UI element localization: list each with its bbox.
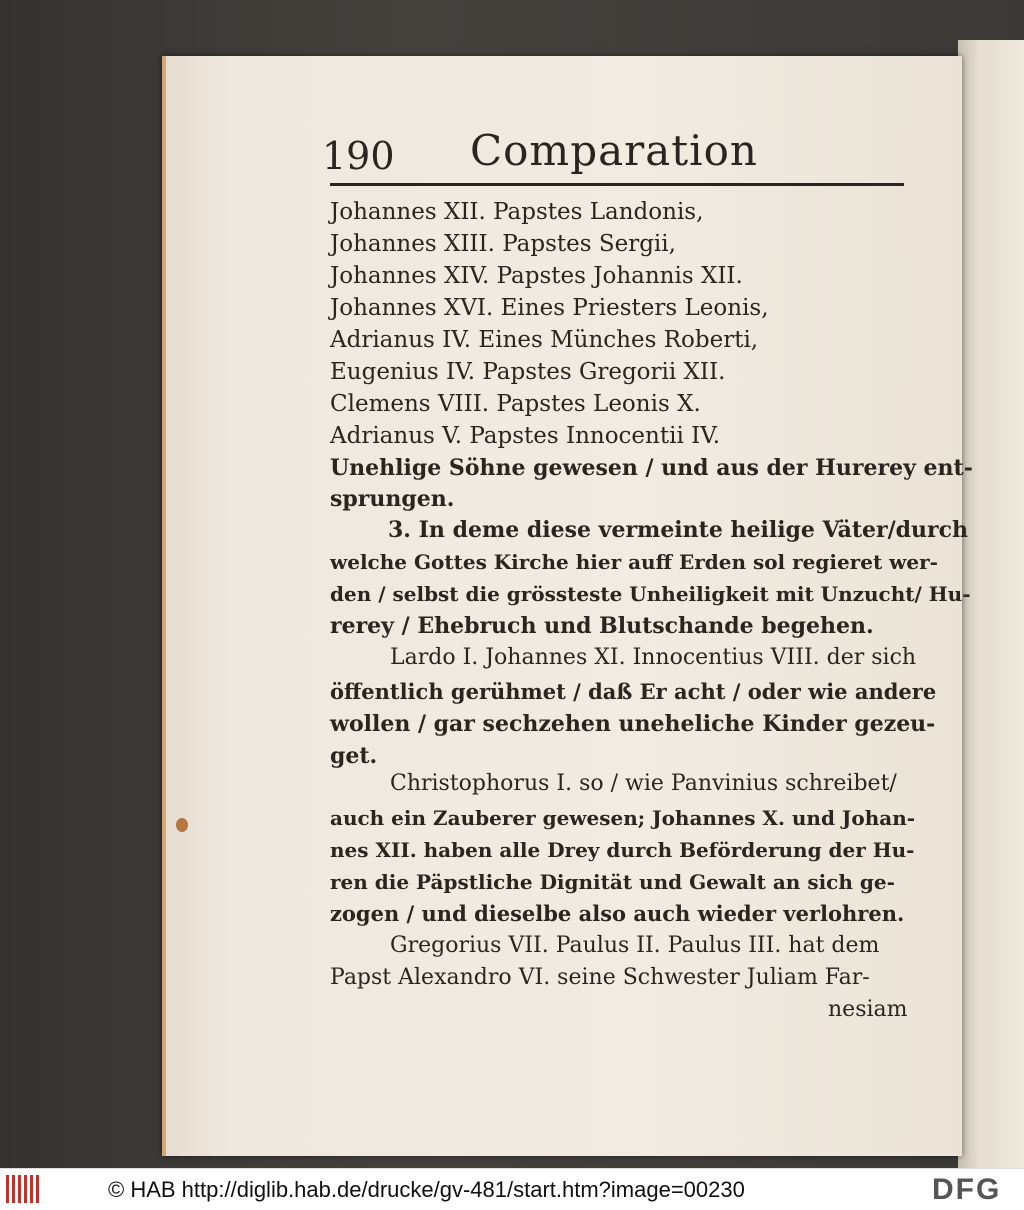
text-line: Adrianus IV. Eines Münches Roberti,: [330, 327, 759, 353]
viewer-footer: [0, 1168, 1024, 1210]
text-line: Eugenius IV. Papstes Gregorii XII.: [330, 359, 726, 385]
header-rule: [330, 183, 904, 186]
text-line: Adrianus V. Papstes Innocentii IV.: [330, 423, 721, 449]
text-line: öffentlich gerühmet / daß Er acht / oder wie andere: [330, 679, 937, 704]
text-line: wollen / gar sechzehen uneheliche Kinder gezeu-: [330, 711, 936, 737]
text-line: nes XII. haben alle Drey durch Beförderung der Hu-: [330, 838, 915, 862]
text-line: Clemens VIII. Papstes Leonis X.: [330, 391, 701, 417]
text-line: Papst Alexandro VI. seine Schwester Juliam Far-: [330, 965, 870, 990]
text-line: Johannes XVI. Eines Priesters Leonis,: [330, 295, 769, 321]
text-line: get.: [330, 743, 378, 769]
text-line: rerey / Ehebruch und Blutschande begehen.: [330, 613, 874, 639]
page-title: Comparation: [470, 126, 758, 175]
page-number: 190: [322, 134, 395, 178]
text-line: Lardo I. Johannes XI. Innocentius VIII. der sich: [390, 645, 917, 670]
text-line: welche Gottes Kirche hier auff Erden sol regieret wer-: [330, 550, 938, 574]
text-line: zogen / und dieselbe also auch wieder verlohren.: [330, 901, 905, 926]
copyright-link[interactable]: © HAB http://diglib.hab.de/drucke/gv-481/start.htm?image=00230: [108, 1177, 745, 1202]
hab-logo-icon: [6, 1175, 44, 1203]
paper-stain: [176, 818, 188, 832]
text-line: auch ein Zauberer gewesen; Johannes X. und Johan-: [330, 806, 916, 830]
text-line: Christophorus I. so / wie Panvinius schreibet/: [390, 771, 897, 796]
text-line: den / selbst die grössteste Unheiligkeit mit Unzucht/ Hu-: [330, 582, 971, 606]
text-line: sprungen.: [330, 486, 455, 512]
text-line: 3. In deme diese vermeinte heilige Väter/durch: [388, 517, 969, 543]
text-line: ren die Päpstliche Dignität und Gewalt an sich ge-: [330, 870, 895, 894]
text-line: Johannes XIII. Papstes Sergii,: [330, 231, 676, 257]
text-line: Johannes XIV. Papstes Johannis XII.: [330, 263, 743, 289]
catchword: nesiam: [828, 997, 908, 1022]
dfg-logo-icon: DFG: [932, 1173, 1002, 1206]
text-line: Johannes XII. Papstes Landonis,: [330, 199, 704, 225]
text-line: Unehlige Söhne gewesen / und aus der Hurerey ent-: [330, 455, 973, 481]
text-line: Gregorius VII. Paulus II. Paulus III. hat dem: [390, 933, 880, 958]
